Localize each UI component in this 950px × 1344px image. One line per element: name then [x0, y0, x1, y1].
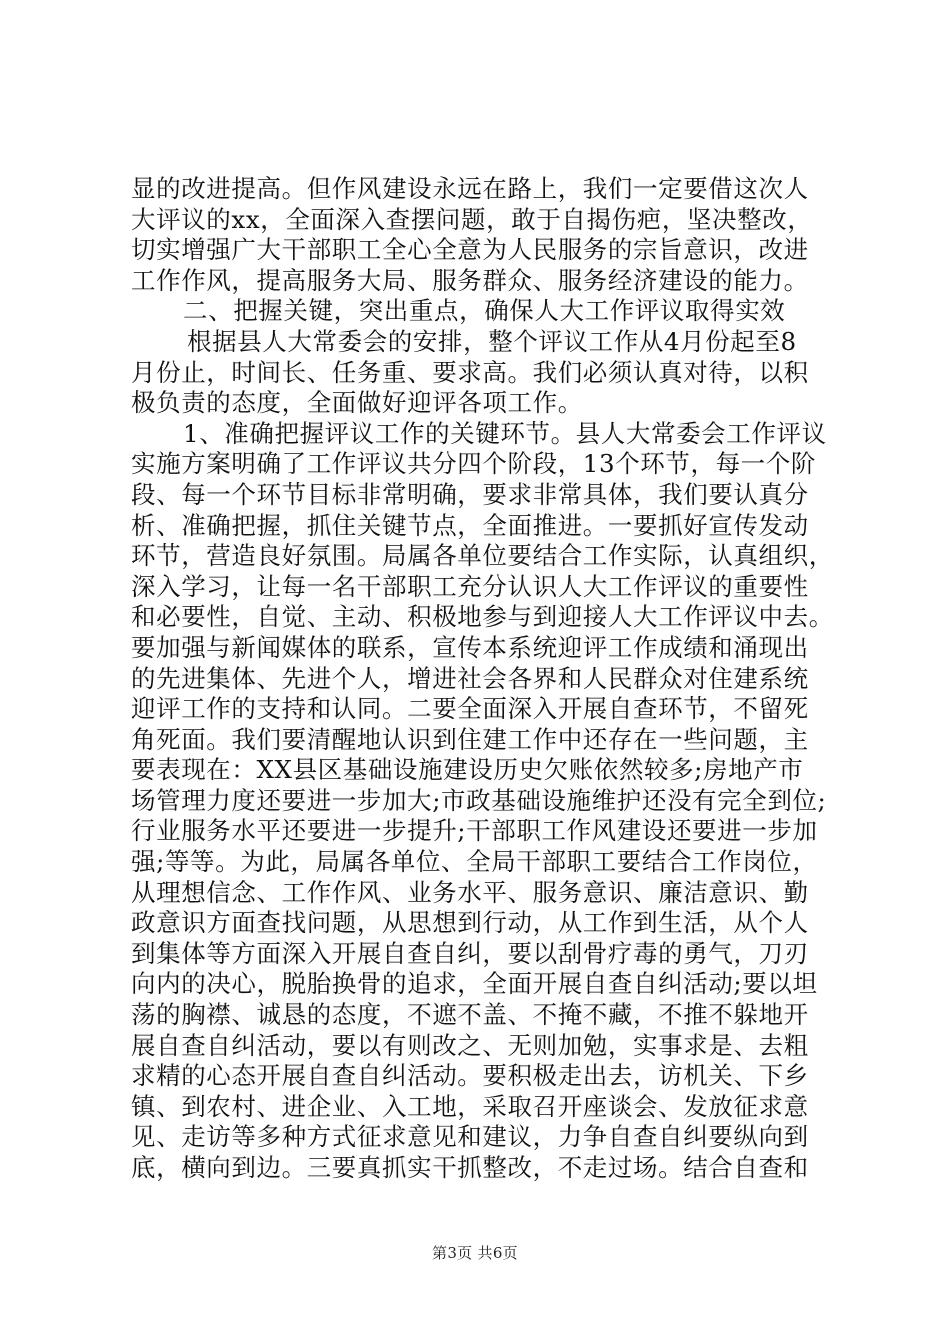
text-line: 大评议的xx，全面深入查摆问题，敢于自揭伤疤，坚决整改，: [131, 204, 813, 234]
page-number-footer: 第3页 共6页: [432, 1244, 518, 1262]
text-line: 迎评工作的支持和认同。二要全面深入开展自查环节，不留死: [131, 694, 809, 724]
text-line: 求精的心态开展自查自纠活动。要积极走出去，访机关、下乡: [131, 1061, 809, 1091]
text-line: 1、准确把握评议工作的关键环节。县人大常委会工作评议: [183, 418, 827, 448]
text-line: 实施方案明确了工作评议共分四个阶段，13个环节，每一个阶: [131, 449, 816, 479]
text-line: 场管理力度还要进一步加大;市政基础设施维护还没有完全到位;: [131, 785, 827, 815]
text-line: 析、准确把握，抓住关键节点，全面推进。一要抓好宣传发动: [131, 510, 809, 540]
text-line: 角死面。我们要清醒地认识到住建工作中还存在一些问题，主: [131, 724, 809, 754]
text-line: 工作作风，提高服务大局、服务群众、服务经济建设的能力。: [131, 265, 809, 295]
text-line: 极负责的态度，全面做好迎评各项工作。: [131, 388, 583, 418]
text-line: 向内的决心，脱胎换骨的追求，全面开展自查自纠活动;要以坦: [131, 969, 818, 999]
text-line: 月份止，时间长、任务重、要求高。我们必须认真对待，以积: [131, 357, 809, 387]
text-line: 到集体等方面深入开展自查自纠，要以刮骨疗毒的勇气，刀刃: [131, 938, 809, 968]
text-line: 显的改进提高。但作风建设永远在路上，我们一定要借这次人: [131, 174, 809, 203]
text-line: 要加强与新闻媒体的联系，宣传本系统迎评工作成绩和涌现出: [131, 632, 809, 662]
text-line: 荡的胸襟、诚恳的态度，不遮不盖、不掩不藏，不推不躲地开: [131, 1000, 809, 1030]
text-line: 段、每一个环节目标非常明确，要求非常具体，我们要认真分: [131, 479, 809, 509]
text-line: 从理想信念、工作作风、业务水平、服务意识、廉洁意识、勤: [131, 877, 809, 907]
text-line: 行业服务水平还要进一步提升;干部职工作风建设还要进一步加: [131, 816, 818, 846]
text-line: 和必要性，自觉、主动、积极地参与到迎接人大工作评议中去。: [131, 602, 834, 632]
text-line: 根据县人大常委会的安排，整个评议工作从4月份起至8: [187, 326, 797, 356]
text-line: 切实增强广大干部职工全心全意为人民服务的宗旨意识，改进: [131, 235, 809, 265]
text-line: 展自查自纠活动，要以有则改之、无则加勉，实事求是、去粗: [131, 1030, 809, 1060]
text-line: 见、走访等多种方式征求意见和建议，力争自查自纠要纵向到: [131, 1122, 809, 1152]
text-line: 强;等等。为此，局属各单位、全局干部职工要结合工作岗位，: [131, 847, 818, 877]
text-line: 的先进集体、先进个人，增进社会各界和人民群众对住建系统: [131, 663, 809, 693]
text-line: 深入学习，让每一名干部职工充分认识人大工作评议的重要性: [131, 571, 809, 601]
text-line: 镇、到农村、进企业、入工地，采取召开座谈会、发放征求意: [131, 1091, 809, 1121]
text-line: 环节，营造良好氛围。局属各单位要结合工作实际，认真组织，: [131, 541, 834, 571]
text-line: 政意识方面查找问题，从思想到行动，从工作到生活，从个人: [131, 908, 809, 938]
document-body: [131, 174, 834, 1184]
text-line: 要表现在：XX县区基础设施建设历史欠账依然较多;房地产市: [131, 755, 804, 785]
text-line: 底，横向到边。三要真抓实干抓整改，不走过场。结合自查和: [131, 1153, 809, 1182]
section-heading: 二、把握关键，突出重点，确保人大工作评议取得实效: [183, 296, 786, 326]
